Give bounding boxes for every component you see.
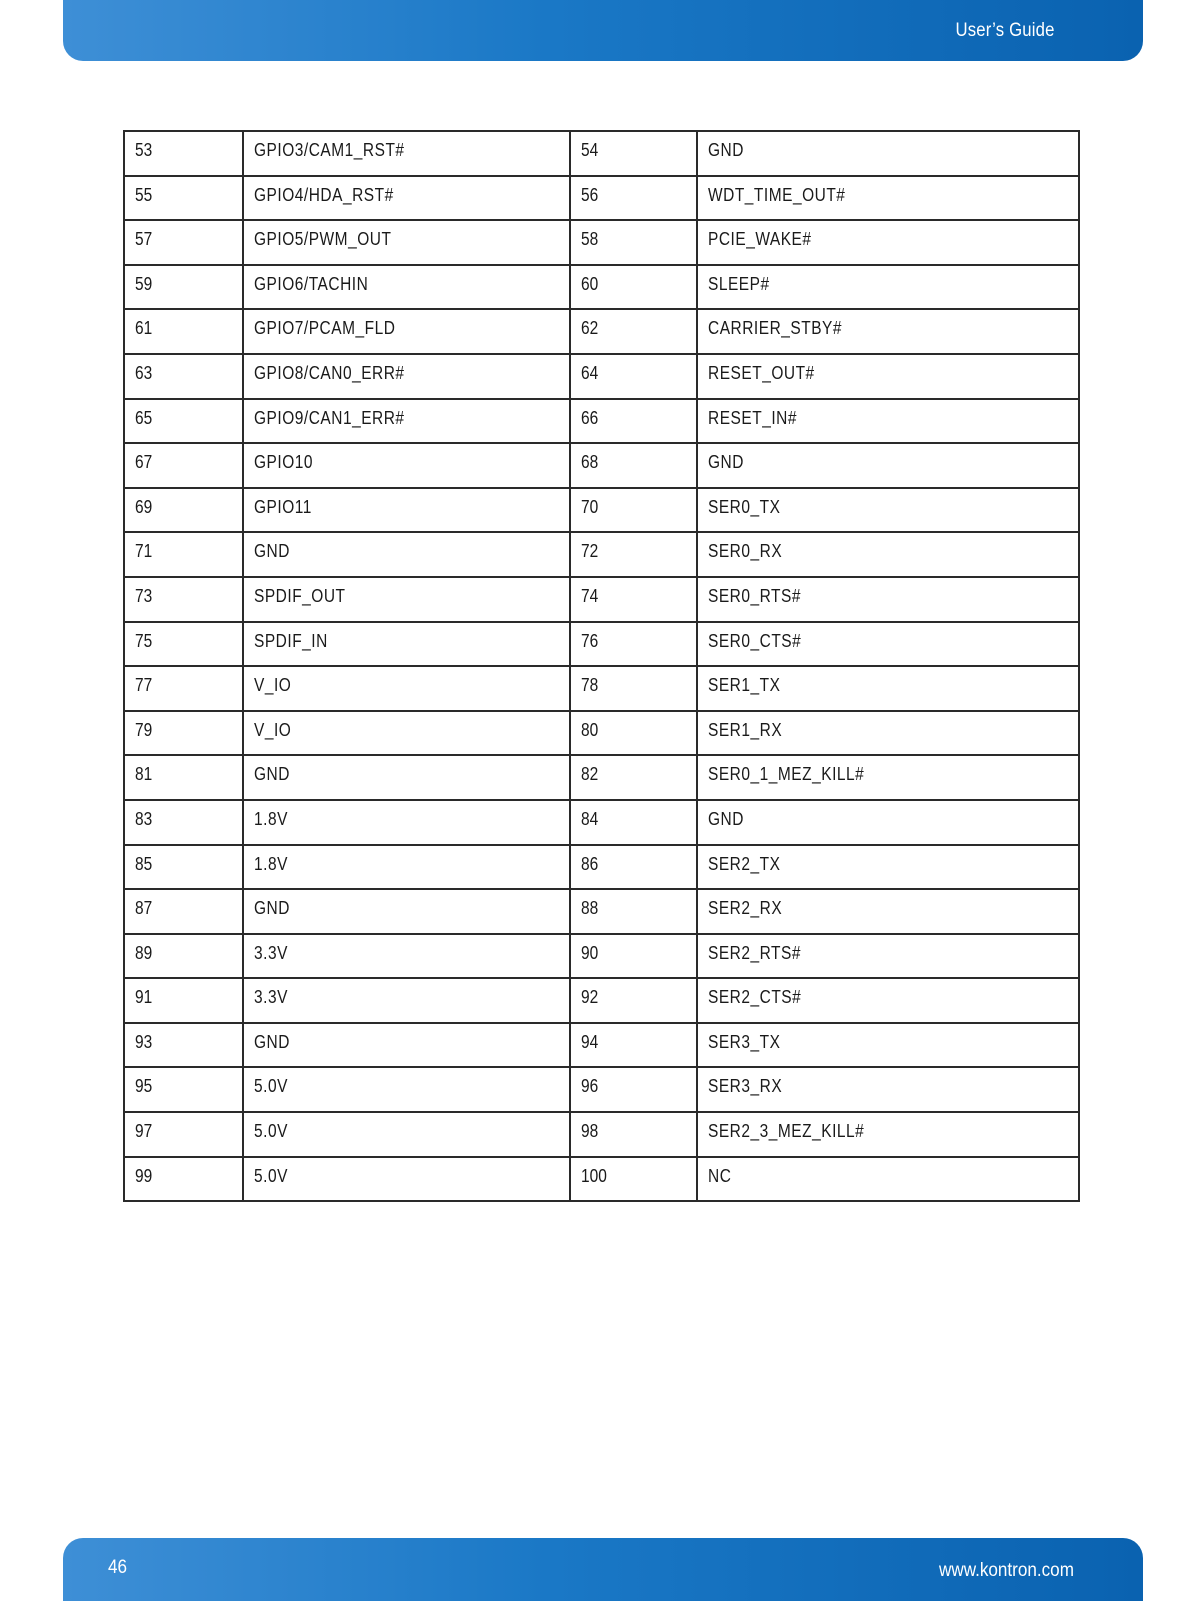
pin-number-cell-text: 89 <box>135 942 153 963</box>
pin-number-cell-text: 86 <box>581 853 599 874</box>
table-row <box>124 666 1079 711</box>
pin-number-cell-text: 66 <box>581 407 599 428</box>
signal-name-cell <box>697 532 1079 577</box>
signal-name-cell <box>243 577 570 622</box>
pin-number-cell-text: 96 <box>581 1076 599 1097</box>
signal-name-cell-text: GND <box>254 541 290 562</box>
pin-number-cell-text: 94 <box>581 1031 599 1052</box>
pin-number-cell <box>570 1023 697 1068</box>
signal-name-cell-text: GPIO10 <box>254 452 314 473</box>
signal-name-cell-text: SER2_RX <box>708 898 783 919</box>
pin-number-cell-text: 72 <box>581 541 599 562</box>
header-title: User’s Guide <box>955 20 1055 41</box>
pin-number-cell-text: 77 <box>135 675 153 696</box>
pin-number-cell <box>124 1067 243 1112</box>
pin-number-cell-text: 56 <box>581 184 599 205</box>
pin-number-cell-text: 78 <box>581 675 599 696</box>
pin-number-cell-text: 64 <box>581 362 599 383</box>
pin-number-cell <box>570 176 697 221</box>
signal-name-cell-text: GPIO6/TACHIN <box>254 273 369 294</box>
signal-name-cell-text: SER2_3_MEZ_KILL# <box>708 1121 865 1142</box>
pin-number-cell <box>570 845 697 890</box>
signal-name-cell <box>243 845 570 890</box>
signal-name-cell <box>697 131 1079 176</box>
signal-name-cell-text: SPDIF_IN <box>254 630 328 651</box>
signal-name-cell-text: GND <box>254 1031 290 1052</box>
signal-name-cell-text: SLEEP# <box>708 273 770 294</box>
signal-name-cell-text: SER1_TX <box>708 675 781 696</box>
pin-table-body <box>124 131 1079 1201</box>
signal-name-cell-text: RESET_OUT# <box>708 362 815 383</box>
table-row <box>124 488 1079 533</box>
pin-number-cell-text: 99 <box>135 1165 153 1186</box>
pin-number-cell <box>124 131 243 176</box>
signal-name-cell-text: SER3_TX <box>708 1031 781 1052</box>
signal-name-cell <box>697 666 1079 711</box>
table-row <box>124 309 1079 354</box>
footer-url[interactable]: www.kontron.com <box>939 1560 1074 1581</box>
pin-number-cell-text: 93 <box>135 1031 153 1052</box>
pin-number-cell <box>124 443 243 488</box>
table-row <box>124 1023 1079 1068</box>
table-row <box>124 443 1079 488</box>
table-row <box>124 800 1079 845</box>
signal-name-cell-text: RESET_IN# <box>708 407 797 428</box>
pin-number-cell-text: 59 <box>135 273 153 294</box>
signal-name-cell <box>697 845 1079 890</box>
signal-name-cell-text: GND <box>254 764 290 785</box>
signal-name-cell-text: SER0_RTS# <box>708 585 801 606</box>
signal-name-cell-text: PCIE_WAKE# <box>708 229 812 250</box>
table-row <box>124 622 1079 667</box>
signal-name-cell-text: SER0_1_MEZ_KILL# <box>708 764 865 785</box>
pin-number-cell-text: 55 <box>135 184 153 205</box>
pin-number-cell <box>124 711 243 756</box>
signal-name-cell-text: GND <box>708 808 744 829</box>
signal-name-cell <box>697 577 1079 622</box>
signal-name-cell-text: V_IO <box>254 719 292 740</box>
signal-name-cell <box>697 711 1079 756</box>
signal-name-cell-text: GPIO7/PCAM_FLD <box>254 318 396 339</box>
pin-number-cell-text: 90 <box>581 942 599 963</box>
table-row <box>124 265 1079 310</box>
table-row <box>124 577 1079 622</box>
pin-number-cell-text: 98 <box>581 1121 599 1142</box>
pin-number-cell-text: 85 <box>135 853 153 874</box>
signal-name-cell-text: SER0_TX <box>708 496 781 517</box>
signal-name-cell-text: SER0_CTS# <box>708 630 802 651</box>
signal-name-cell <box>243 131 570 176</box>
table-row <box>124 978 1079 1023</box>
signal-name-cell-text: GND <box>708 452 744 473</box>
signal-name-cell-text: SER1_RX <box>708 719 783 740</box>
signal-name-cell-text: GPIO3/CAM1_RST# <box>254 140 405 160</box>
signal-name-cell-text: 3.3V <box>254 942 288 963</box>
pin-number-cell <box>570 1157 697 1202</box>
pin-number-cell-text: 61 <box>135 318 153 339</box>
pin-number-cell <box>570 265 697 310</box>
pin-number-cell-text: 74 <box>581 585 599 606</box>
pin-number-cell-text: 97 <box>135 1121 153 1142</box>
signal-name-cell <box>697 800 1079 845</box>
pin-number-cell <box>124 622 243 667</box>
signal-name-cell-text: WDT_TIME_OUT# <box>708 184 846 205</box>
pin-number-cell <box>124 934 243 979</box>
pin-number-cell <box>570 889 697 934</box>
pin-number-cell-text: 95 <box>135 1076 153 1097</box>
signal-name-cell <box>243 800 570 845</box>
pin-number-cell <box>124 845 243 890</box>
pin-number-cell-text: 62 <box>581 318 599 339</box>
signal-name-cell <box>697 1023 1079 1068</box>
signal-name-cell <box>697 889 1079 934</box>
pin-number-cell <box>124 265 243 310</box>
signal-name-cell-text: GPIO8/CAN0_ERR# <box>254 362 405 383</box>
pin-number-cell-text: 88 <box>581 898 599 919</box>
table-row <box>124 1067 1079 1112</box>
pin-number-cell-text: 70 <box>581 496 599 517</box>
pin-number-cell-text: 80 <box>581 719 599 740</box>
pin-number-cell <box>570 622 697 667</box>
pin-number-cell <box>570 666 697 711</box>
signal-name-cell-text: 5.0V <box>254 1165 288 1186</box>
pin-number-cell-text: 92 <box>581 987 599 1008</box>
pin-number-cell <box>570 800 697 845</box>
pin-number-cell <box>124 755 243 800</box>
signal-name-cell-text: SER2_TX <box>708 853 781 874</box>
pin-number-cell <box>124 800 243 845</box>
signal-name-cell-text: SER3_RX <box>708 1076 783 1097</box>
signal-name-cell <box>697 265 1079 310</box>
pin-number-cell <box>570 934 697 979</box>
pin-number-cell <box>570 309 697 354</box>
signal-name-cell-text: SPDIF_OUT <box>254 585 346 606</box>
signal-name-cell <box>243 309 570 354</box>
table-row <box>124 889 1079 934</box>
table-row <box>124 934 1079 979</box>
pin-number-cell <box>124 978 243 1023</box>
signal-name-cell-text: 3.3V <box>254 987 288 1008</box>
pin-number-cell <box>124 666 243 711</box>
pin-number-cell-text: 54 <box>581 140 599 160</box>
signal-name-cell-text: NC <box>708 1165 732 1186</box>
pin-number-cell <box>124 889 243 934</box>
pin-number-cell-text: 73 <box>135 585 153 606</box>
pin-number-cell-text: 82 <box>581 764 599 785</box>
signal-name-cell <box>243 176 570 221</box>
pin-number-cell <box>570 488 697 533</box>
signal-name-cell <box>243 1067 570 1112</box>
pin-number-cell <box>124 1023 243 1068</box>
signal-name-cell <box>243 978 570 1023</box>
pin-number-cell <box>570 1112 697 1157</box>
pin-number-cell <box>570 354 697 399</box>
pin-number-cell-text: 91 <box>135 987 153 1008</box>
table-row <box>124 354 1079 399</box>
pin-number-cell <box>124 1112 243 1157</box>
table-row <box>124 532 1079 577</box>
signal-name-cell <box>243 354 570 399</box>
pin-number-cell-text: 69 <box>135 496 153 517</box>
signal-name-cell-text: SER2_CTS# <box>708 987 802 1008</box>
signal-name-cell-text: 1.8V <box>254 808 288 829</box>
signal-name-cell-text: GPIO5/PWM_OUT <box>254 229 392 250</box>
pin-number-cell <box>124 176 243 221</box>
signal-name-cell <box>697 755 1079 800</box>
pin-number-cell-text: 68 <box>581 452 599 473</box>
signal-name-cell <box>697 399 1079 444</box>
signal-name-cell <box>243 399 570 444</box>
pin-number-cell <box>124 532 243 577</box>
pin-number-cell-text: 67 <box>135 452 153 473</box>
signal-name-cell <box>243 934 570 979</box>
signal-name-cell <box>243 220 570 265</box>
pin-number-cell-text: 58 <box>581 229 599 250</box>
pin-number-cell <box>570 1067 697 1112</box>
pin-number-cell-text: 65 <box>135 407 153 428</box>
signal-name-cell <box>243 265 570 310</box>
pin-number-cell <box>570 399 697 444</box>
signal-name-cell <box>697 443 1079 488</box>
table-row <box>124 399 1079 444</box>
signal-name-cell-text: GPIO4/HDA_RST# <box>254 184 394 205</box>
pin-number-cell <box>124 1157 243 1202</box>
signal-name-cell <box>697 309 1079 354</box>
signal-name-cell <box>243 443 570 488</box>
pin-number-cell-text: 63 <box>135 362 153 383</box>
signal-name-cell <box>697 934 1079 979</box>
signal-name-cell <box>243 1157 570 1202</box>
table-row <box>124 1112 1079 1157</box>
signal-name-cell <box>243 711 570 756</box>
table-row <box>124 176 1079 221</box>
signal-name-cell <box>243 532 570 577</box>
pin-number-cell <box>124 577 243 622</box>
signal-name-cell <box>243 666 570 711</box>
signal-name-cell <box>697 176 1079 221</box>
pin-number-cell <box>570 978 697 1023</box>
pin-number-cell-text: 87 <box>135 898 153 919</box>
signal-name-cell-text: 1.8V <box>254 853 288 874</box>
pin-number-cell-text: 53 <box>135 140 153 160</box>
pin-number-cell-text: 81 <box>135 764 153 785</box>
signal-name-cell-text: V_IO <box>254 675 292 696</box>
pin-number-cell <box>570 577 697 622</box>
pin-number-cell-text: 84 <box>581 808 599 829</box>
signal-name-cell <box>697 622 1079 667</box>
signal-name-cell <box>697 220 1079 265</box>
signal-name-cell <box>697 1112 1079 1157</box>
signal-name-cell <box>697 1157 1079 1202</box>
signal-name-cell-text: SER0_RX <box>708 541 783 562</box>
table-row <box>124 220 1079 265</box>
table-row <box>124 711 1079 756</box>
signal-name-cell <box>243 488 570 533</box>
pin-number-cell-text: 71 <box>135 541 153 562</box>
signal-name-cell <box>243 755 570 800</box>
signal-name-cell <box>243 1023 570 1068</box>
pin-number-cell <box>570 711 697 756</box>
pin-number-cell <box>570 131 697 176</box>
pin-number-cell <box>570 220 697 265</box>
signal-name-cell <box>697 978 1079 1023</box>
signal-name-cell-text: 5.0V <box>254 1076 288 1097</box>
pin-number-cell-text: 60 <box>581 273 599 294</box>
signal-name-cell <box>697 1067 1079 1112</box>
pin-number-cell-text: 75 <box>135 630 153 651</box>
pin-number-cell-text: 83 <box>135 808 153 829</box>
pin-number-cell-text: 79 <box>135 719 153 740</box>
pin-number-cell <box>570 443 697 488</box>
pin-number-cell <box>124 309 243 354</box>
pin-number-cell <box>124 488 243 533</box>
pin-number-cell-text: 57 <box>135 229 153 250</box>
pin-number-cell <box>570 755 697 800</box>
pin-number-cell <box>570 532 697 577</box>
signal-name-cell <box>243 1112 570 1157</box>
pin-number-cell-text: 100 <box>581 1165 607 1186</box>
pin-assignment-table <box>123 130 1080 1202</box>
table-row <box>124 1157 1079 1202</box>
signal-name-cell-text: 5.0V <box>254 1121 288 1142</box>
page-header <box>63 0 1143 61</box>
signal-name-cell-text: GND <box>708 140 744 160</box>
signal-name-cell-text: SER2_RTS# <box>708 942 801 963</box>
signal-name-cell <box>243 889 570 934</box>
signal-name-cell <box>243 622 570 667</box>
table-row <box>124 755 1079 800</box>
page-number: 46 <box>108 1557 128 1578</box>
signal-name-cell-text: GPIO9/CAN1_ERR# <box>254 407 405 428</box>
signal-name-cell <box>697 488 1079 533</box>
pin-number-cell <box>124 220 243 265</box>
table-row <box>124 845 1079 890</box>
signal-name-cell-text: GPIO11 <box>254 496 312 517</box>
pin-number-cell <box>124 354 243 399</box>
signal-name-cell <box>697 354 1079 399</box>
table-row <box>124 131 1079 176</box>
signal-name-cell-text: CARRIER_STBY# <box>708 318 843 339</box>
pin-number-cell <box>124 399 243 444</box>
pin-number-cell-text: 76 <box>581 630 599 651</box>
signal-name-cell-text: GND <box>254 898 290 919</box>
